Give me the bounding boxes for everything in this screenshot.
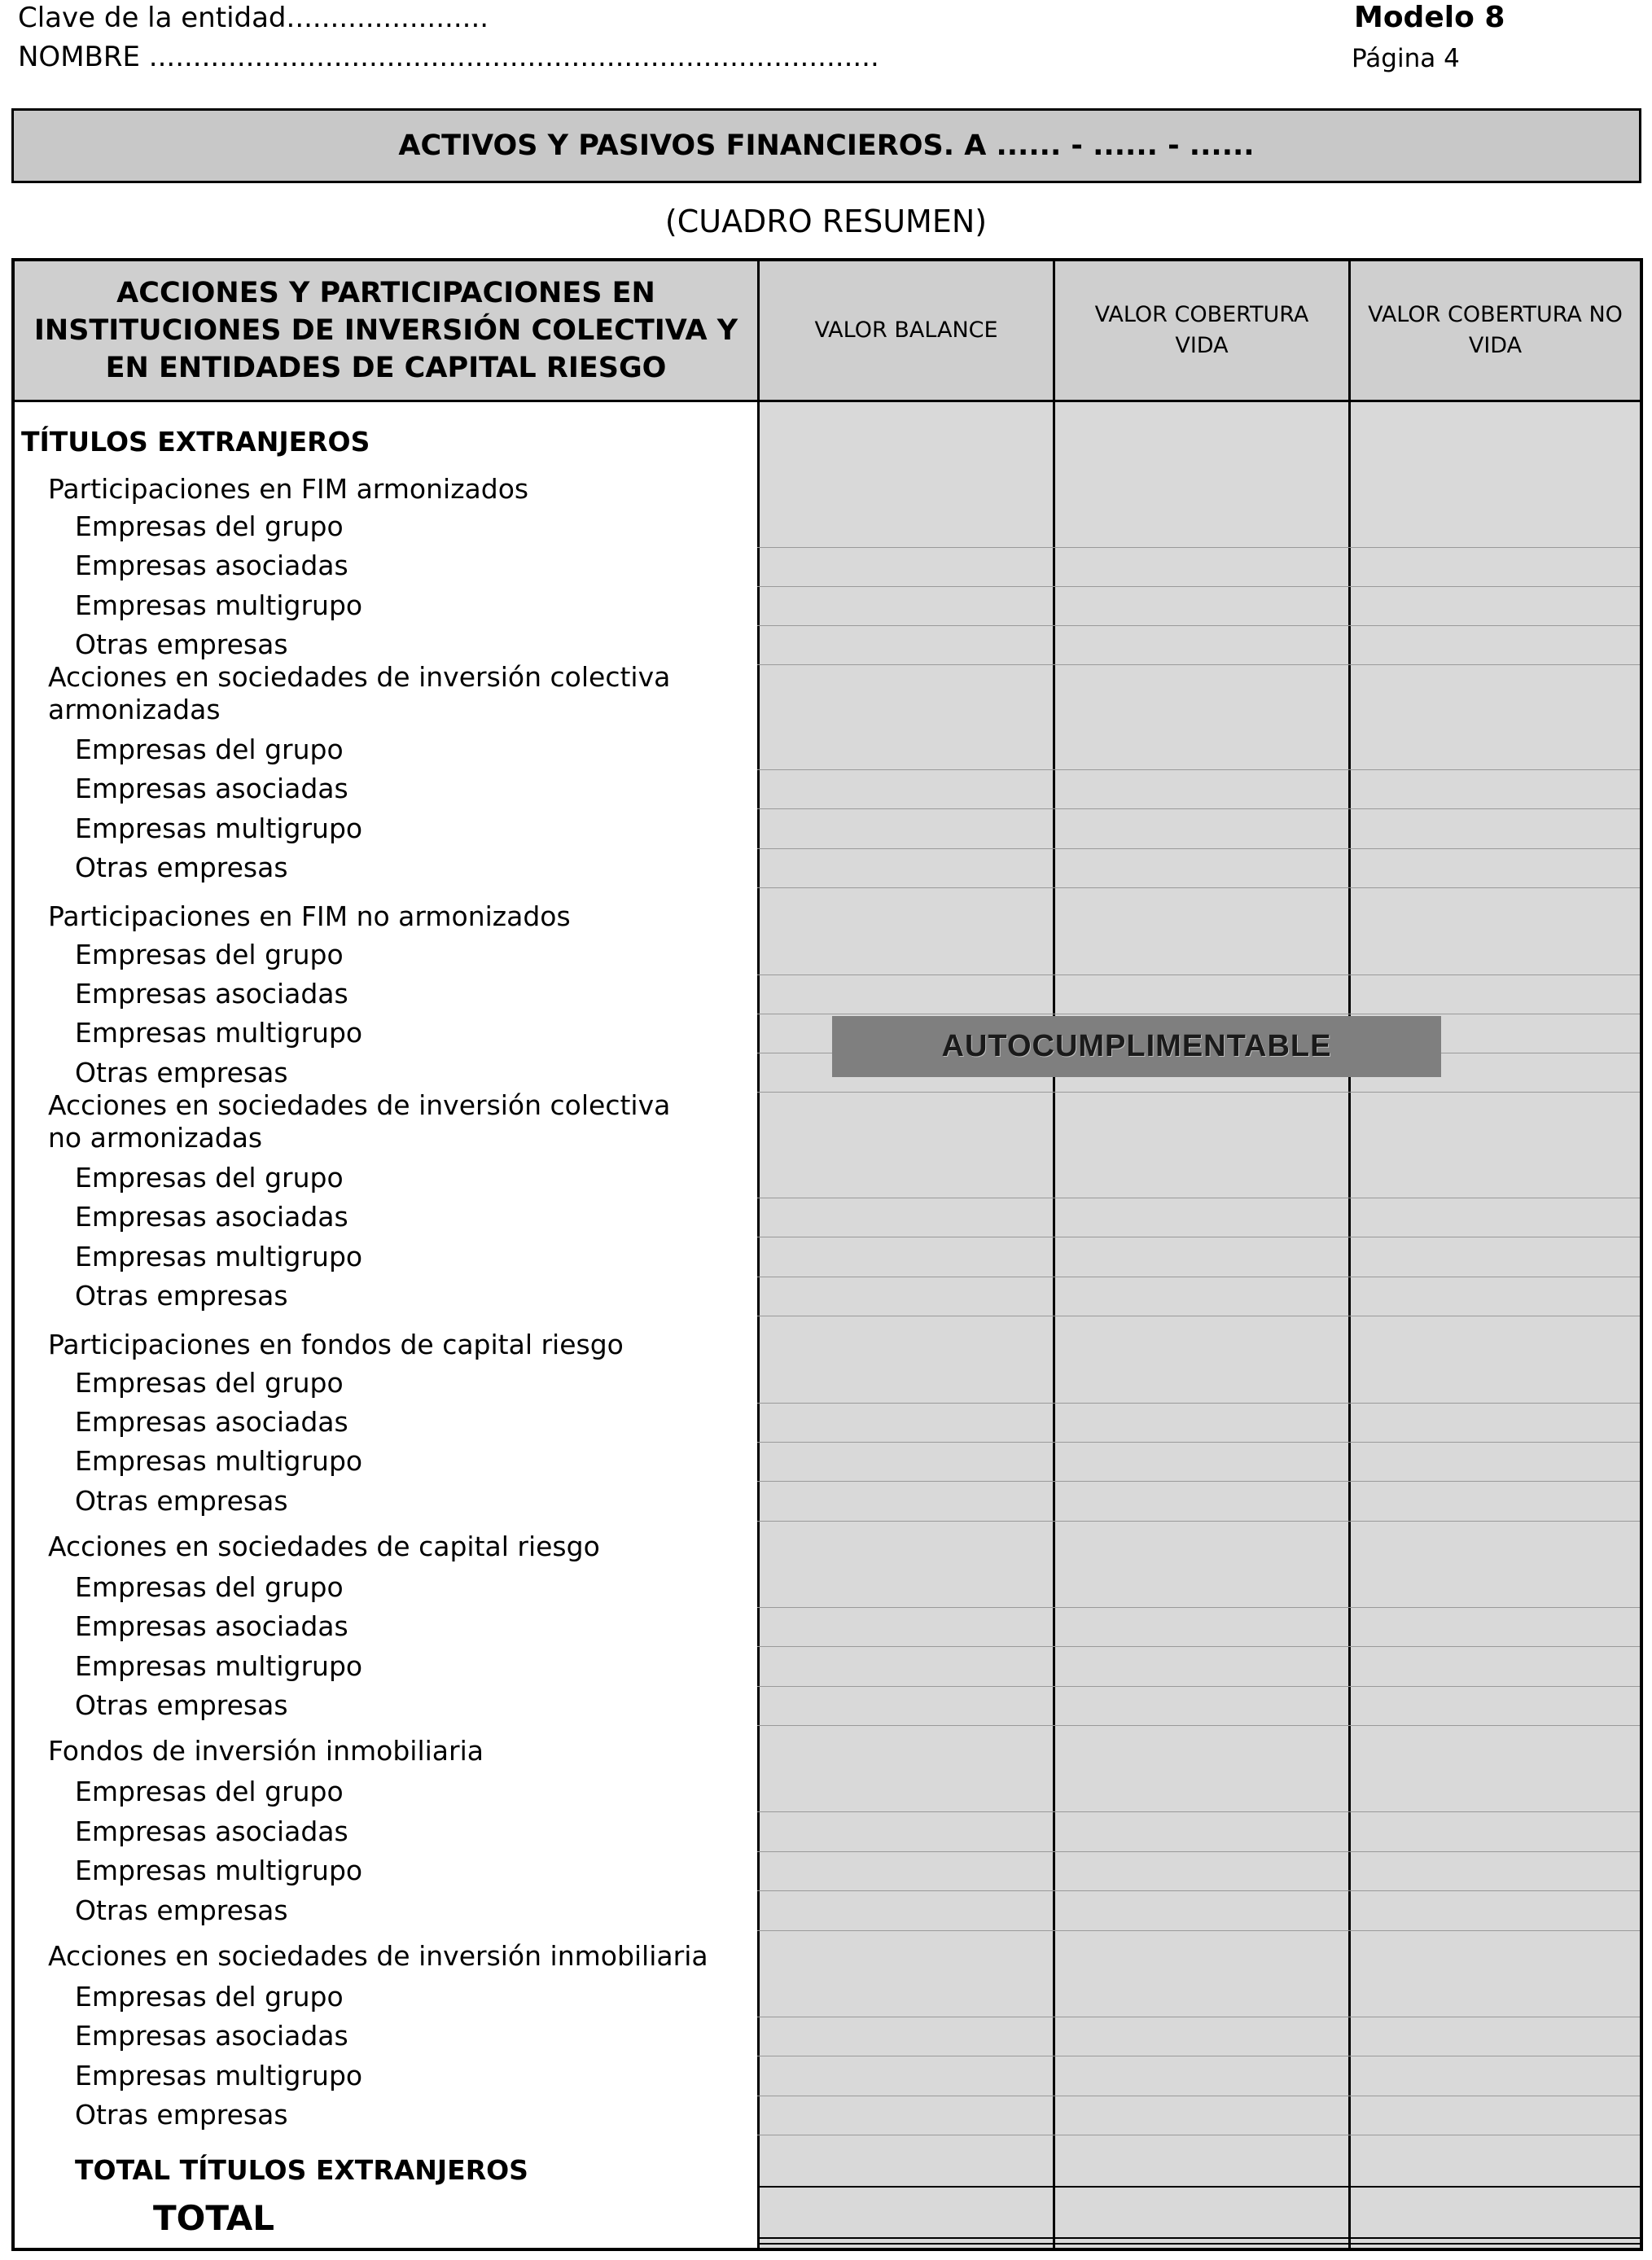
row-label: Empresas asociadas — [75, 1201, 348, 1233]
value-columns-bg — [757, 261, 1640, 2248]
column-header-valor-balance — [760, 261, 1053, 400]
column-header-text: VALOR COBERTURA VIDA — [1094, 302, 1309, 358]
row-divider — [757, 887, 1640, 888]
grand-total-label: TOTAL — [153, 2198, 275, 2238]
row-label: Empresas asociadas — [75, 978, 348, 1010]
row-label: Empresas del grupo — [75, 939, 344, 970]
row-divider — [757, 848, 1640, 849]
table-head-main — [15, 261, 757, 400]
row-label: Empresas del grupo — [75, 1571, 344, 1603]
group-title: Acciones en sociedades de inversión colectiva armonizadas — [48, 661, 671, 725]
row-label: Empresas del grupo — [75, 1776, 344, 1807]
autocumplimentable-stamp — [832, 1016, 1441, 1077]
row-divider — [757, 769, 1640, 770]
group-title: Fondos de inversión inmobiliaria — [48, 1735, 484, 1767]
autocumplimentable-text: AUTOCUMPLIMENTABLE — [941, 1029, 1332, 1063]
row-label: Otras empresas — [75, 2099, 288, 2131]
row-label: Empresas del grupo — [75, 1162, 344, 1194]
group-title: Acciones en sociedades de inversión inmobiliaria — [48, 1940, 708, 1972]
row-divider — [757, 1521, 1640, 1522]
row-label: Empresas multigrupo — [75, 812, 363, 844]
row-divider — [757, 586, 1640, 587]
column-header-text: VALOR BALANCE — [814, 318, 998, 343]
row-label: Otras empresas — [75, 1485, 288, 1517]
row-divider — [757, 1092, 1640, 1093]
total-divider — [757, 2243, 1640, 2245]
row-divider — [757, 808, 1640, 809]
column-header-cobertura-no-vida — [1351, 261, 1640, 400]
row-label: Empresas multigrupo — [75, 2060, 363, 2091]
row-label: Empresas asociadas — [75, 550, 348, 581]
column-header-text: VALOR COBERTURA NO VIDA — [1368, 302, 1623, 358]
row-divider — [757, 1851, 1640, 1852]
row-label: Empresas asociadas — [75, 1815, 348, 1847]
modelo-label: Modelo 8 — [1354, 1, 1505, 34]
column-divider — [1348, 261, 1351, 2248]
row-divider — [757, 1646, 1640, 1647]
group-title: Acciones en sociedades de inversión colectiva no armonizadas — [48, 1089, 671, 1154]
row-label: Empresas multigrupo — [75, 1241, 363, 1272]
row-label: Otras empresas — [75, 852, 288, 883]
row-label: Empresas asociadas — [75, 773, 348, 804]
page-title — [11, 108, 1641, 183]
group-title: Participaciones en FIM no armonizados — [48, 900, 571, 932]
row-divider — [757, 1442, 1640, 1443]
row-label: Empresas asociadas — [75, 2020, 348, 2052]
page-title-text: ACTIVOS Y PASIVOS FINANCIEROS. A ...... - ...... - ...... — [398, 129, 1255, 162]
row-divider — [757, 625, 1640, 626]
group-title: Acciones en sociedades de capital riesgo — [48, 1531, 600, 1562]
row-label: Empresas multigrupo — [75, 1017, 363, 1049]
column-divider — [1053, 261, 1055, 2248]
row-label: Empresas del grupo — [75, 1981, 344, 2013]
row-label: Otras empresas — [75, 1894, 288, 1926]
row-label: Empresas del grupo — [75, 1367, 344, 1399]
pagina-label: Página 4 — [1352, 44, 1460, 73]
column-divider — [757, 261, 760, 2248]
page-subtitle: (CUADRO RESUMEN) — [664, 204, 988, 239]
row-label: Empresas multigrupo — [75, 589, 363, 621]
row-label: Empresas multigrupo — [75, 1855, 363, 1886]
row-label: Otras empresas — [75, 1689, 288, 1721]
row-label: Otras empresas — [75, 629, 288, 660]
row-label: Empresas del grupo — [75, 510, 344, 542]
table-head-main-text: ACCIONES Y PARTICIPACIONES EN INSTITUCIONES DE INVERSIÓN COLECTIVA Y EN ENTIDADES DE CAPITAL RIESGO — [33, 277, 738, 384]
summary-table — [11, 258, 1643, 2251]
total-section-label: TOTAL TÍTULOS EXTRANJEROS — [75, 2154, 528, 2186]
group-title: Participaciones en fondos de capital riesgo — [48, 1329, 624, 1360]
clave-entidad: Clave de la entidad....................... — [18, 2, 489, 34]
row-label: Empresas multigrupo — [75, 1445, 363, 1477]
row-divider — [757, 1403, 1640, 1404]
row-divider — [757, 1890, 1640, 1891]
row-divider — [757, 1811, 1640, 1812]
column-header-cobertura-vida — [1055, 261, 1348, 400]
row-divider — [757, 1686, 1640, 1687]
nombre-entidad: NOMBRE ................................................................................... — [18, 41, 879, 73]
total-divider — [757, 2237, 1640, 2239]
group-title: Participaciones en FIM armonizados — [48, 473, 529, 505]
section-title: TÍTULOS EXTRANJEROS — [21, 426, 370, 458]
row-label: Empresas multigrupo — [75, 1650, 363, 1682]
row-label: Empresas del grupo — [75, 734, 344, 765]
row-label: Empresas asociadas — [75, 1406, 348, 1438]
row-divider — [757, 664, 1640, 665]
row-divider — [757, 547, 1640, 548]
row-label: Otras empresas — [75, 1057, 288, 1088]
row-divider — [757, 1607, 1640, 1608]
total-divider — [757, 2186, 1640, 2188]
row-divider — [757, 1481, 1640, 1482]
row-divider — [757, 1725, 1640, 1726]
row-label: Empresas asociadas — [75, 1610, 348, 1642]
row-divider — [757, 1930, 1640, 1931]
header-divider — [15, 400, 1640, 402]
row-label: Otras empresas — [75, 1280, 288, 1312]
